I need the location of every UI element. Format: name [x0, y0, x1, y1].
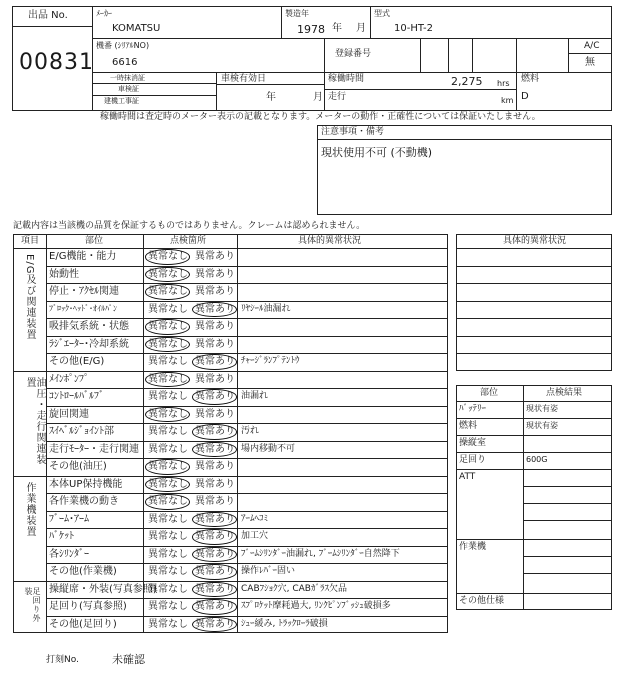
- option-issue[interactable]: 異常あり: [195, 496, 235, 507]
- part-name: ﾗｼﾞｴｰﾀｰ･冷却系統: [49, 338, 129, 350]
- ac-value: 無: [585, 57, 595, 68]
- option-no-issue[interactable]: 異常なし: [148, 251, 188, 262]
- result-part: その他仕様: [459, 596, 505, 606]
- option-issue[interactable]: 異常あり: [195, 583, 235, 595]
- result-value: 600G: [526, 455, 548, 464]
- result-part: ﾊﾞｯﾃﾘｰ: [459, 404, 487, 414]
- option-issue[interactable]: 異常あり: [195, 286, 235, 297]
- part-name: ﾌﾞｰﾑ･ｱｰﾑ: [49, 513, 89, 525]
- option-no-issue[interactable]: 異常なし: [148, 268, 188, 280]
- registration-label: 登録番号: [335, 49, 372, 59]
- maker-label: ﾒｰｶｰ: [96, 9, 112, 18]
- issue-detail: 汚れ: [241, 426, 260, 436]
- option-issue[interactable]: 異常あり: [195, 408, 235, 420]
- option-issue[interactable]: 異常あり: [195, 268, 235, 280]
- col-part-header: 部位: [85, 236, 104, 246]
- model-label: 型式: [374, 9, 390, 18]
- result-part: 燃料: [459, 421, 478, 431]
- selected-circle: [145, 284, 190, 300]
- part-name: その他(足回り): [49, 618, 117, 630]
- option-issue[interactable]: 異常あり: [195, 513, 235, 525]
- option-issue[interactable]: 異常あり: [195, 338, 235, 350]
- selected-circle: [145, 459, 190, 475]
- option-no-issue[interactable]: 異常なし: [148, 408, 188, 420]
- result-value: 現状有姿: [526, 404, 558, 413]
- option-no-issue[interactable]: 異常なし: [148, 286, 188, 297]
- part-name: ﾊﾞｹｯﾄ: [49, 531, 74, 542]
- result-header: 点検結果: [546, 388, 583, 398]
- option-no-issue[interactable]: 異常なし: [148, 443, 188, 455]
- selected-circle: [192, 599, 237, 615]
- selected-circle: [192, 354, 237, 370]
- right-detail-header: 具体的異常状況: [503, 236, 567, 246]
- selected-circle: [145, 477, 190, 493]
- distance-label: 走行: [328, 92, 347, 102]
- selected-circle: [145, 494, 190, 510]
- part-name: E/G機能・能力: [49, 251, 117, 262]
- inspection-valid-label: 車検有効日: [221, 74, 267, 84]
- group-title: 油圧・走行関連装置: [24, 376, 45, 465]
- hours-notice: 稼働時間は査定時のメーター表示の記載となります。メーターの動作・正確性については保証いたしません。: [100, 112, 541, 122]
- option-no-issue[interactable]: 異常なし: [148, 583, 188, 595]
- selected-circle: [145, 407, 190, 423]
- option-no-issue[interactable]: 異常なし: [148, 391, 188, 402]
- hours-label: 稼働時間: [328, 74, 365, 84]
- option-issue[interactable]: 異常あり: [195, 566, 235, 577]
- result-part: ATT: [459, 472, 476, 482]
- option-issue[interactable]: 異常あり: [195, 461, 235, 472]
- result-part: 操縦室: [459, 438, 487, 448]
- part-name: 足回り(写真参照): [49, 601, 127, 612]
- inspection-month-unit: 月: [313, 92, 323, 103]
- option-issue[interactable]: 異常あり: [195, 601, 235, 612]
- issue-detail: 油漏れ: [241, 391, 269, 401]
- ac-label: A/C: [584, 41, 600, 51]
- option-issue[interactable]: 異常あり: [195, 356, 235, 367]
- option-issue[interactable]: 異常あり: [195, 251, 235, 262]
- stamp-number-value: 未確認: [112, 653, 145, 666]
- option-no-issue[interactable]: 異常なし: [148, 566, 188, 577]
- part-name: 各ｼﾘﾝﾀﾞｰ: [49, 548, 89, 560]
- distance-unit: km: [501, 96, 514, 105]
- part-name: 停止・ｱｸｾﾙ関連: [49, 286, 119, 297]
- selected-circle: [192, 564, 237, 580]
- result-value: 現状有姿: [526, 421, 558, 430]
- result-part: 足回り: [459, 455, 487, 465]
- option-issue[interactable]: 異常あり: [195, 303, 235, 315]
- option-no-issue[interactable]: 異常なし: [148, 303, 188, 315]
- col-item-header: 項目: [21, 236, 40, 246]
- selected-circle: [192, 302, 237, 318]
- temp-cancel-cert-label: 一時抹消証: [110, 74, 145, 82]
- maker-value: KOMATSU: [112, 23, 161, 34]
- model-value: 10-HT-2: [394, 23, 434, 34]
- option-issue[interactable]: 異常あり: [195, 548, 235, 560]
- option-issue[interactable]: 異常あり: [195, 426, 235, 437]
- part-name: ﾌﾞﾛｯｸ･ﾍｯﾄﾞ･ｵｲﾙﾊﾟﾝ: [49, 303, 117, 313]
- year-value: 1978: [297, 23, 325, 36]
- part-name: 操縦席・外装(写真参照): [49, 583, 157, 595]
- col-detail-header: 具体的異常状況: [298, 236, 362, 246]
- option-no-issue[interactable]: 異常なし: [148, 461, 188, 472]
- option-no-issue[interactable]: 異常なし: [148, 618, 188, 630]
- issue-detail: ﾁｬｰｼﾞﾗﾝﾌﾟﾃﾝﾄｳ: [241, 356, 300, 366]
- option-issue[interactable]: 異常あり: [195, 321, 235, 332]
- remarks-label: 注意事項・備考: [321, 127, 385, 137]
- col-check-header: 点検箇所: [170, 236, 207, 246]
- serial-label: 機番 (ｼﾘｱﾙNO): [96, 41, 150, 50]
- option-no-issue[interactable]: 異常なし: [148, 496, 188, 507]
- part-name: 本体UP保持機能: [49, 478, 123, 490]
- issue-detail: ﾘﾔｼｰﾙ油漏れ: [241, 303, 291, 314]
- month-unit: 月: [356, 23, 366, 34]
- plan-cert-label: 建機工事証: [104, 97, 139, 105]
- issue-detail: ｽﾌﾟﾛｹｯﾄ摩耗過大, ﾘﾝｸﾋﾟﾝﾌﾞｯｼｭ破損多: [241, 601, 391, 611]
- option-no-issue[interactable]: 異常なし: [148, 426, 188, 437]
- fuel-label: 燃料: [521, 74, 540, 84]
- issue-detail: 加工穴: [241, 531, 269, 541]
- part-name: 各作業機の動き: [49, 496, 119, 507]
- option-no-issue[interactable]: 異常なし: [148, 338, 188, 350]
- option-issue[interactable]: 異常あり: [195, 478, 235, 490]
- option-no-issue[interactable]: 異常なし: [148, 548, 188, 560]
- selected-circle: [192, 389, 237, 405]
- group-title: E/G及び関連装置: [24, 254, 35, 341]
- option-no-issue[interactable]: 異常なし: [148, 373, 188, 385]
- selected-circle: [192, 442, 237, 458]
- selected-circle: [192, 529, 237, 545]
- selected-circle: [192, 547, 237, 563]
- selected-circle: [145, 319, 190, 335]
- issue-detail: ｼｭｰ緩み, ﾄﾗｯｸﾛｰﾗ破損: [241, 618, 328, 629]
- option-issue[interactable]: 異常あり: [195, 531, 235, 542]
- lot-number: 00831: [19, 50, 94, 75]
- issue-detail: ﾌﾞｰﾑｼﾘﾝﾀﾞｰ油漏れ, ﾌﾞｰﾑｼﾘﾝﾀﾞｰ自然降下: [241, 548, 400, 559]
- option-issue[interactable]: 異常あり: [195, 618, 235, 630]
- issue-detail: 場内移動不可: [241, 443, 296, 454]
- selected-circle: [145, 249, 190, 265]
- group-title: 足回り外装: [24, 586, 41, 623]
- selected-circle: [145, 337, 190, 353]
- lot-number-label: 出品 No.: [28, 10, 68, 21]
- option-issue[interactable]: 異常あり: [195, 391, 235, 402]
- option-no-issue[interactable]: 異常なし: [148, 513, 188, 525]
- option-no-issue[interactable]: 異常なし: [148, 601, 188, 612]
- year-label: 製造年: [285, 9, 309, 18]
- remarks-text: 現状使用不可 (不動機): [321, 146, 433, 159]
- option-issue[interactable]: 異常あり: [195, 443, 235, 455]
- group-title: 作業機装置: [24, 481, 35, 537]
- year-unit: 年: [332, 23, 342, 34]
- stamp-number-label: 打刻No.: [46, 655, 79, 665]
- option-no-issue[interactable]: 異常なし: [148, 321, 188, 332]
- vehicle-cert-label: 車検証: [118, 85, 139, 93]
- selected-circle: [192, 424, 237, 440]
- option-no-issue[interactable]: 異常なし: [148, 356, 188, 367]
- part-name: ｽｲﾍﾞﾙｼﾞｮｲﾝﾄ部: [49, 426, 114, 437]
- part-name: 旋回関連: [49, 408, 89, 420]
- part-name: 始動性: [49, 268, 79, 280]
- part-name: ｺﾝﾄﾛｰﾙﾊﾞﾙﾌﾞ: [49, 391, 104, 402]
- part-name: 吸排気系統・状態: [49, 321, 129, 332]
- hours-value: 2,275: [451, 75, 483, 88]
- hours-unit: hrs: [497, 79, 510, 88]
- inspection-year-unit: 年: [266, 92, 276, 103]
- serial-value: 6616: [112, 57, 138, 68]
- selected-circle: [192, 582, 237, 598]
- result-part: 作業機: [459, 542, 487, 552]
- selected-circle: [145, 267, 190, 283]
- fuel-value: D: [521, 91, 529, 102]
- selected-circle: [145, 372, 190, 388]
- issue-detail: ｱｰﾑﾍｺﾐ: [241, 513, 269, 524]
- part-name: ﾒｲﾝﾎﾟﾝﾌﾟ: [49, 373, 89, 385]
- option-issue[interactable]: 異常あり: [195, 373, 235, 385]
- part-name: その他(E/G): [49, 356, 105, 367]
- part-name: その他(油圧): [49, 461, 107, 472]
- part-name: その他(作業機): [49, 566, 117, 577]
- issue-detail: CABﾌｼｮｸ穴, CABｶﾞﾗｽ欠品: [241, 583, 347, 594]
- option-no-issue[interactable]: 異常なし: [148, 478, 188, 490]
- selected-circle: [192, 617, 237, 633]
- result-part-header: 部位: [480, 388, 499, 398]
- option-no-issue[interactable]: 異常なし: [148, 531, 188, 542]
- disclaimer: 記載内容は当該機の品質を保証するものではありません。クレームは認められません。: [13, 221, 366, 231]
- selected-circle: [192, 512, 237, 528]
- part-name: 走行ﾓｰﾀｰ・走行関連: [49, 443, 139, 455]
- issue-detail: 操作ﾚﾊﾞｰ固い: [241, 566, 296, 576]
